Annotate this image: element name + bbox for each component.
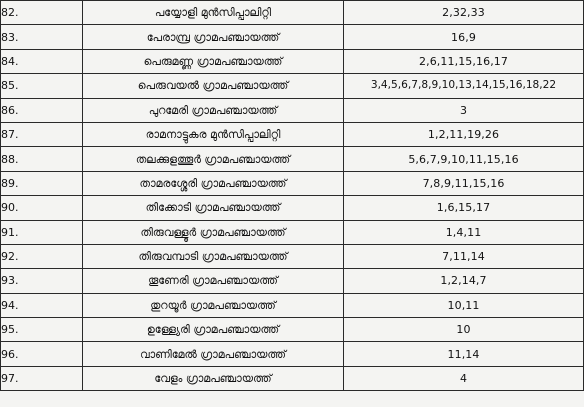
row-number: 93. (1, 269, 83, 293)
table-row (1, 98, 584, 122)
table-row (1, 171, 584, 195)
local-body-name: പേരാമ്പ്ര ഗ്രാമപഞ്ചായത്ത് (83, 25, 344, 49)
table-row (1, 49, 584, 73)
row-number: 92. (1, 244, 83, 268)
row-number: 90. (1, 196, 83, 220)
ward-numbers: 7,11,14 (344, 244, 584, 268)
ward-numbers: 2,32,33 (344, 1, 584, 25)
local-body-name: തലക്കുളത്തൂർ ഗ്രാമപഞ്ചായത്ത് (83, 147, 344, 171)
ward-numbers: 16,9 (344, 25, 584, 49)
table-row (1, 269, 584, 293)
local-body-name: തുറയൂർ ഗ്രാമപഞ്ചായത്ത് (83, 293, 344, 317)
table-row (1, 366, 584, 390)
ward-numbers: 1,2,11,19,26 (344, 122, 584, 146)
table-row (1, 342, 584, 366)
table-body (1, 1, 584, 391)
table-row (1, 74, 584, 98)
row-number: 85. (1, 74, 83, 98)
ward-numbers: 10,11 (344, 293, 584, 317)
table-row (1, 244, 584, 268)
row-number: 83. (1, 25, 83, 49)
table-row (1, 196, 584, 220)
ward-numbers: 3 (344, 98, 584, 122)
table-row (1, 293, 584, 317)
ward-numbers: 1,2,14,7 (344, 269, 584, 293)
row-number: 89. (1, 171, 83, 195)
local-body-name: പെരുമണ്ണ ഗ്രാമപഞ്ചായത്ത് (83, 49, 344, 73)
local-body-name: വാണിമേൽ ഗ്രാമപഞ്ചായത്ത് (83, 342, 344, 366)
ward-numbers: 11,14 (344, 342, 584, 366)
local-body-name: വേളം ഗ്രാമപഞ്ചായത്ത് (83, 366, 344, 390)
local-body-name: പെരുവയൽ ഗ്രാമപഞ്ചായത്ത് (83, 74, 344, 98)
local-body-name: രാമനാട്ടുകര മുൻസിപ്പാലിറ്റി (83, 122, 344, 146)
row-number: 95. (1, 318, 83, 342)
ward-numbers: 2,6,11,15,16,17 (344, 49, 584, 73)
row-number: 94. (1, 293, 83, 317)
row-number: 82. (1, 1, 83, 25)
table-row (1, 220, 584, 244)
table-row (1, 25, 584, 49)
table-row (1, 318, 584, 342)
ward-numbers: 4 (344, 366, 584, 390)
ward-numbers: 1,6,15,17 (344, 196, 584, 220)
ward-numbers: 3,4,5,6,7,8,9,10,13,14,15,16,18,22 (344, 74, 584, 98)
ward-numbers: 10 (344, 318, 584, 342)
row-number: 97. (1, 366, 83, 390)
local-body-name: തിക്കോടി ഗ്രാമപഞ്ചായത്ത് (83, 196, 344, 220)
local-body-name: തിരുവള്ളൂർ ഗ്രാമപഞ്ചായത്ത് (83, 220, 344, 244)
table-row (1, 147, 584, 171)
table-row (1, 122, 584, 146)
row-number: 91. (1, 220, 83, 244)
local-body-name: തൂണേരി ഗ്രാമപഞ്ചായത്ത് (83, 269, 344, 293)
ward-numbers: 5,6,7,9,10,11,15,16 (344, 147, 584, 171)
row-number: 96. (1, 342, 83, 366)
local-body-name: പുറമേരി ഗ്രാമപഞ്ചായത്ത് (83, 98, 344, 122)
row-number: 86. (1, 98, 83, 122)
local-body-name: ഉള്ള്യേരി ഗ്രാമപഞ്ചായത്ത് (83, 318, 344, 342)
ward-numbers: 7,8,9,11,15,16 (344, 171, 584, 195)
ward-numbers: 1,4,11 (344, 220, 584, 244)
row-number: 88. (1, 147, 83, 171)
local-body-name: പയ്യോളി മുൻസിപ്പാലിറ്റി (83, 1, 344, 25)
local-body-name: താമരശ്ശേരി ഗ്രാമപഞ്ചായത്ത് (83, 171, 344, 195)
row-number: 87. (1, 122, 83, 146)
local-body-name: തിരുവമ്പാടി ഗ്രാമപഞ്ചായത്ത് (83, 244, 344, 268)
row-number: 84. (1, 49, 83, 73)
table-row (1, 1, 584, 25)
